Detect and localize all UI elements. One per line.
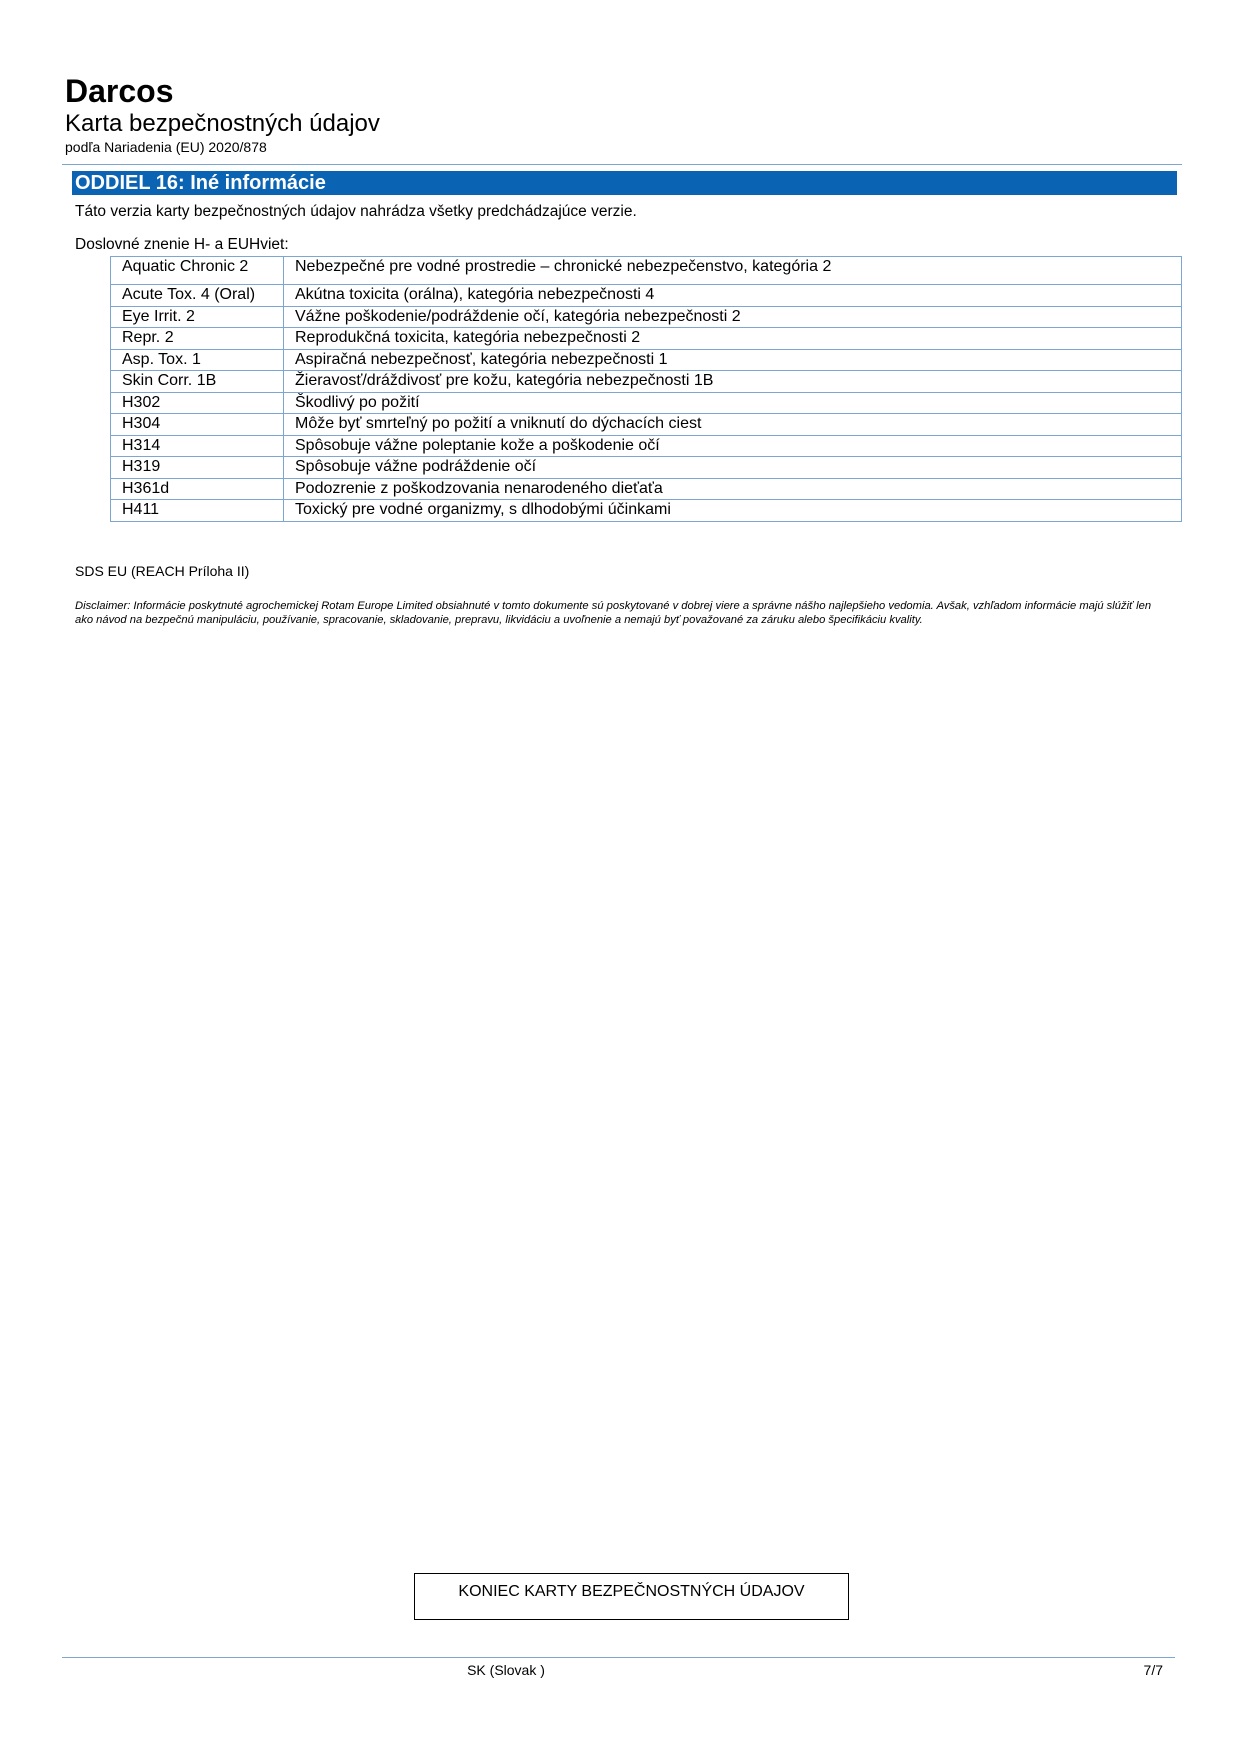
hazard-code-cell: Aquatic Chronic 2 bbox=[111, 257, 284, 285]
hazard-text-cell: Reprodukčná toxicita, kategória nebezpečnosti 2 bbox=[284, 328, 1182, 350]
hazard-text-cell: Spôsobuje vážne poleptanie kože a poškodenie očí bbox=[284, 435, 1182, 457]
table-row bbox=[111, 414, 1182, 436]
hazard-text-cell: Spôsobuje vážne podráždenie očí bbox=[284, 457, 1182, 479]
footer-language: SK (Slovak ) bbox=[467, 1662, 545, 1678]
table-row bbox=[111, 371, 1182, 393]
table-row bbox=[111, 392, 1182, 414]
document-header bbox=[65, 72, 380, 156]
end-of-sds-box: KONIEC KARTY BEZPEČNOSTNÝCH ÚDAJOV bbox=[414, 1573, 849, 1620]
hazard-code-cell: Asp. Tox. 1 bbox=[111, 349, 284, 371]
product-name: Darcos bbox=[65, 73, 174, 109]
table-row bbox=[111, 328, 1182, 350]
hazard-text-cell: Aspiračná nebezpečnosť, kategória nebezpečnosti 1 bbox=[284, 349, 1182, 371]
table-row bbox=[111, 349, 1182, 371]
hazard-text-cell: Akútna toxicita (orálna), kategória nebezpečnosti 4 bbox=[284, 285, 1182, 307]
document-title: Karta bezpečnostných údajov bbox=[65, 110, 380, 137]
regulation-reference: podľa Nariadenia (EU) 2020/878 bbox=[65, 139, 267, 155]
disclaimer: Disclaimer: Informácie poskytnuté agrochemickej Rotam Europe Limited obsiahnuté v tomto dokumente sú poskytované v dobrej viere a správne nášho najlepšieho vedomia. Avšak, vzhľadom informácie majú slúžiť len ako návod na bezpečnú manipuláciu, používanie, spracovanie, skladovanie, prepravu, likvidáciu a uvoľnenie a nemajú byť považované za záruku alebo špecifikáciu kvality. bbox=[75, 600, 1152, 626]
table-row bbox=[111, 435, 1182, 457]
hazard-text-cell: Vážne poškodenie/podráždenie očí, kategória nebezpečnosti 2 bbox=[284, 306, 1182, 328]
section-title: ODDIEL 16: Iné informácie bbox=[72, 171, 1177, 195]
table-row bbox=[111, 306, 1182, 328]
table-row bbox=[111, 478, 1182, 500]
hazard-code-cell: H314 bbox=[111, 435, 284, 457]
hazard-code-cell: H302 bbox=[111, 392, 284, 414]
hazard-code-cell: H411 bbox=[111, 500, 284, 522]
table-row bbox=[111, 457, 1182, 479]
hazard-code-cell: Eye Irrit. 2 bbox=[111, 306, 284, 328]
hazard-text-cell: Škodlivý po požití bbox=[284, 392, 1182, 414]
hazard-code-cell: Acute Tox. 4 (Oral) bbox=[111, 285, 284, 307]
hazard-code-cell: Repr. 2 bbox=[111, 328, 284, 350]
hazard-code-cell: H304 bbox=[111, 414, 284, 436]
page-number: 7/7 bbox=[1143, 1662, 1163, 1678]
table-row bbox=[111, 257, 1182, 285]
hazard-text-cell: Toxický pre vodné organizmy, s dlhodobými účinkami bbox=[284, 500, 1182, 522]
hazard-text-cell: Žieravosť/dráždivosť pre kožu, kategória nebezpečnosti 1B bbox=[284, 371, 1182, 393]
version-note: Táto verzia karty bezpečnostných údajov nahrádza všetky predchádzajúce verzie. bbox=[75, 203, 637, 220]
hazard-code-cell: H361d bbox=[111, 478, 284, 500]
hazard-code-cell: Skin Corr. 1B bbox=[111, 371, 284, 393]
phrases-intro: Doslovné znenie H- a EUHviet: bbox=[75, 236, 289, 253]
footer-divider bbox=[62, 1657, 1175, 1658]
hazard-code-cell: H319 bbox=[111, 457, 284, 479]
hazard-text-cell: Nebezpečné pre vodné prostredie – chronické nebezpečenstvo, kategória 2 bbox=[284, 257, 1182, 285]
sds-reference: SDS EU (REACH Príloha II) bbox=[75, 563, 250, 579]
hazard-text-cell: Podozrenie z poškodzovania nenarodeného dieťaťa bbox=[284, 478, 1182, 500]
header-divider bbox=[62, 164, 1182, 165]
hazard-text-cell: Môže byť smrteľný po požití a vniknutí do dýchacích ciest bbox=[284, 414, 1182, 436]
table-row bbox=[111, 285, 1182, 307]
table-row bbox=[111, 500, 1182, 522]
hazard-phrases-table bbox=[110, 256, 1182, 522]
